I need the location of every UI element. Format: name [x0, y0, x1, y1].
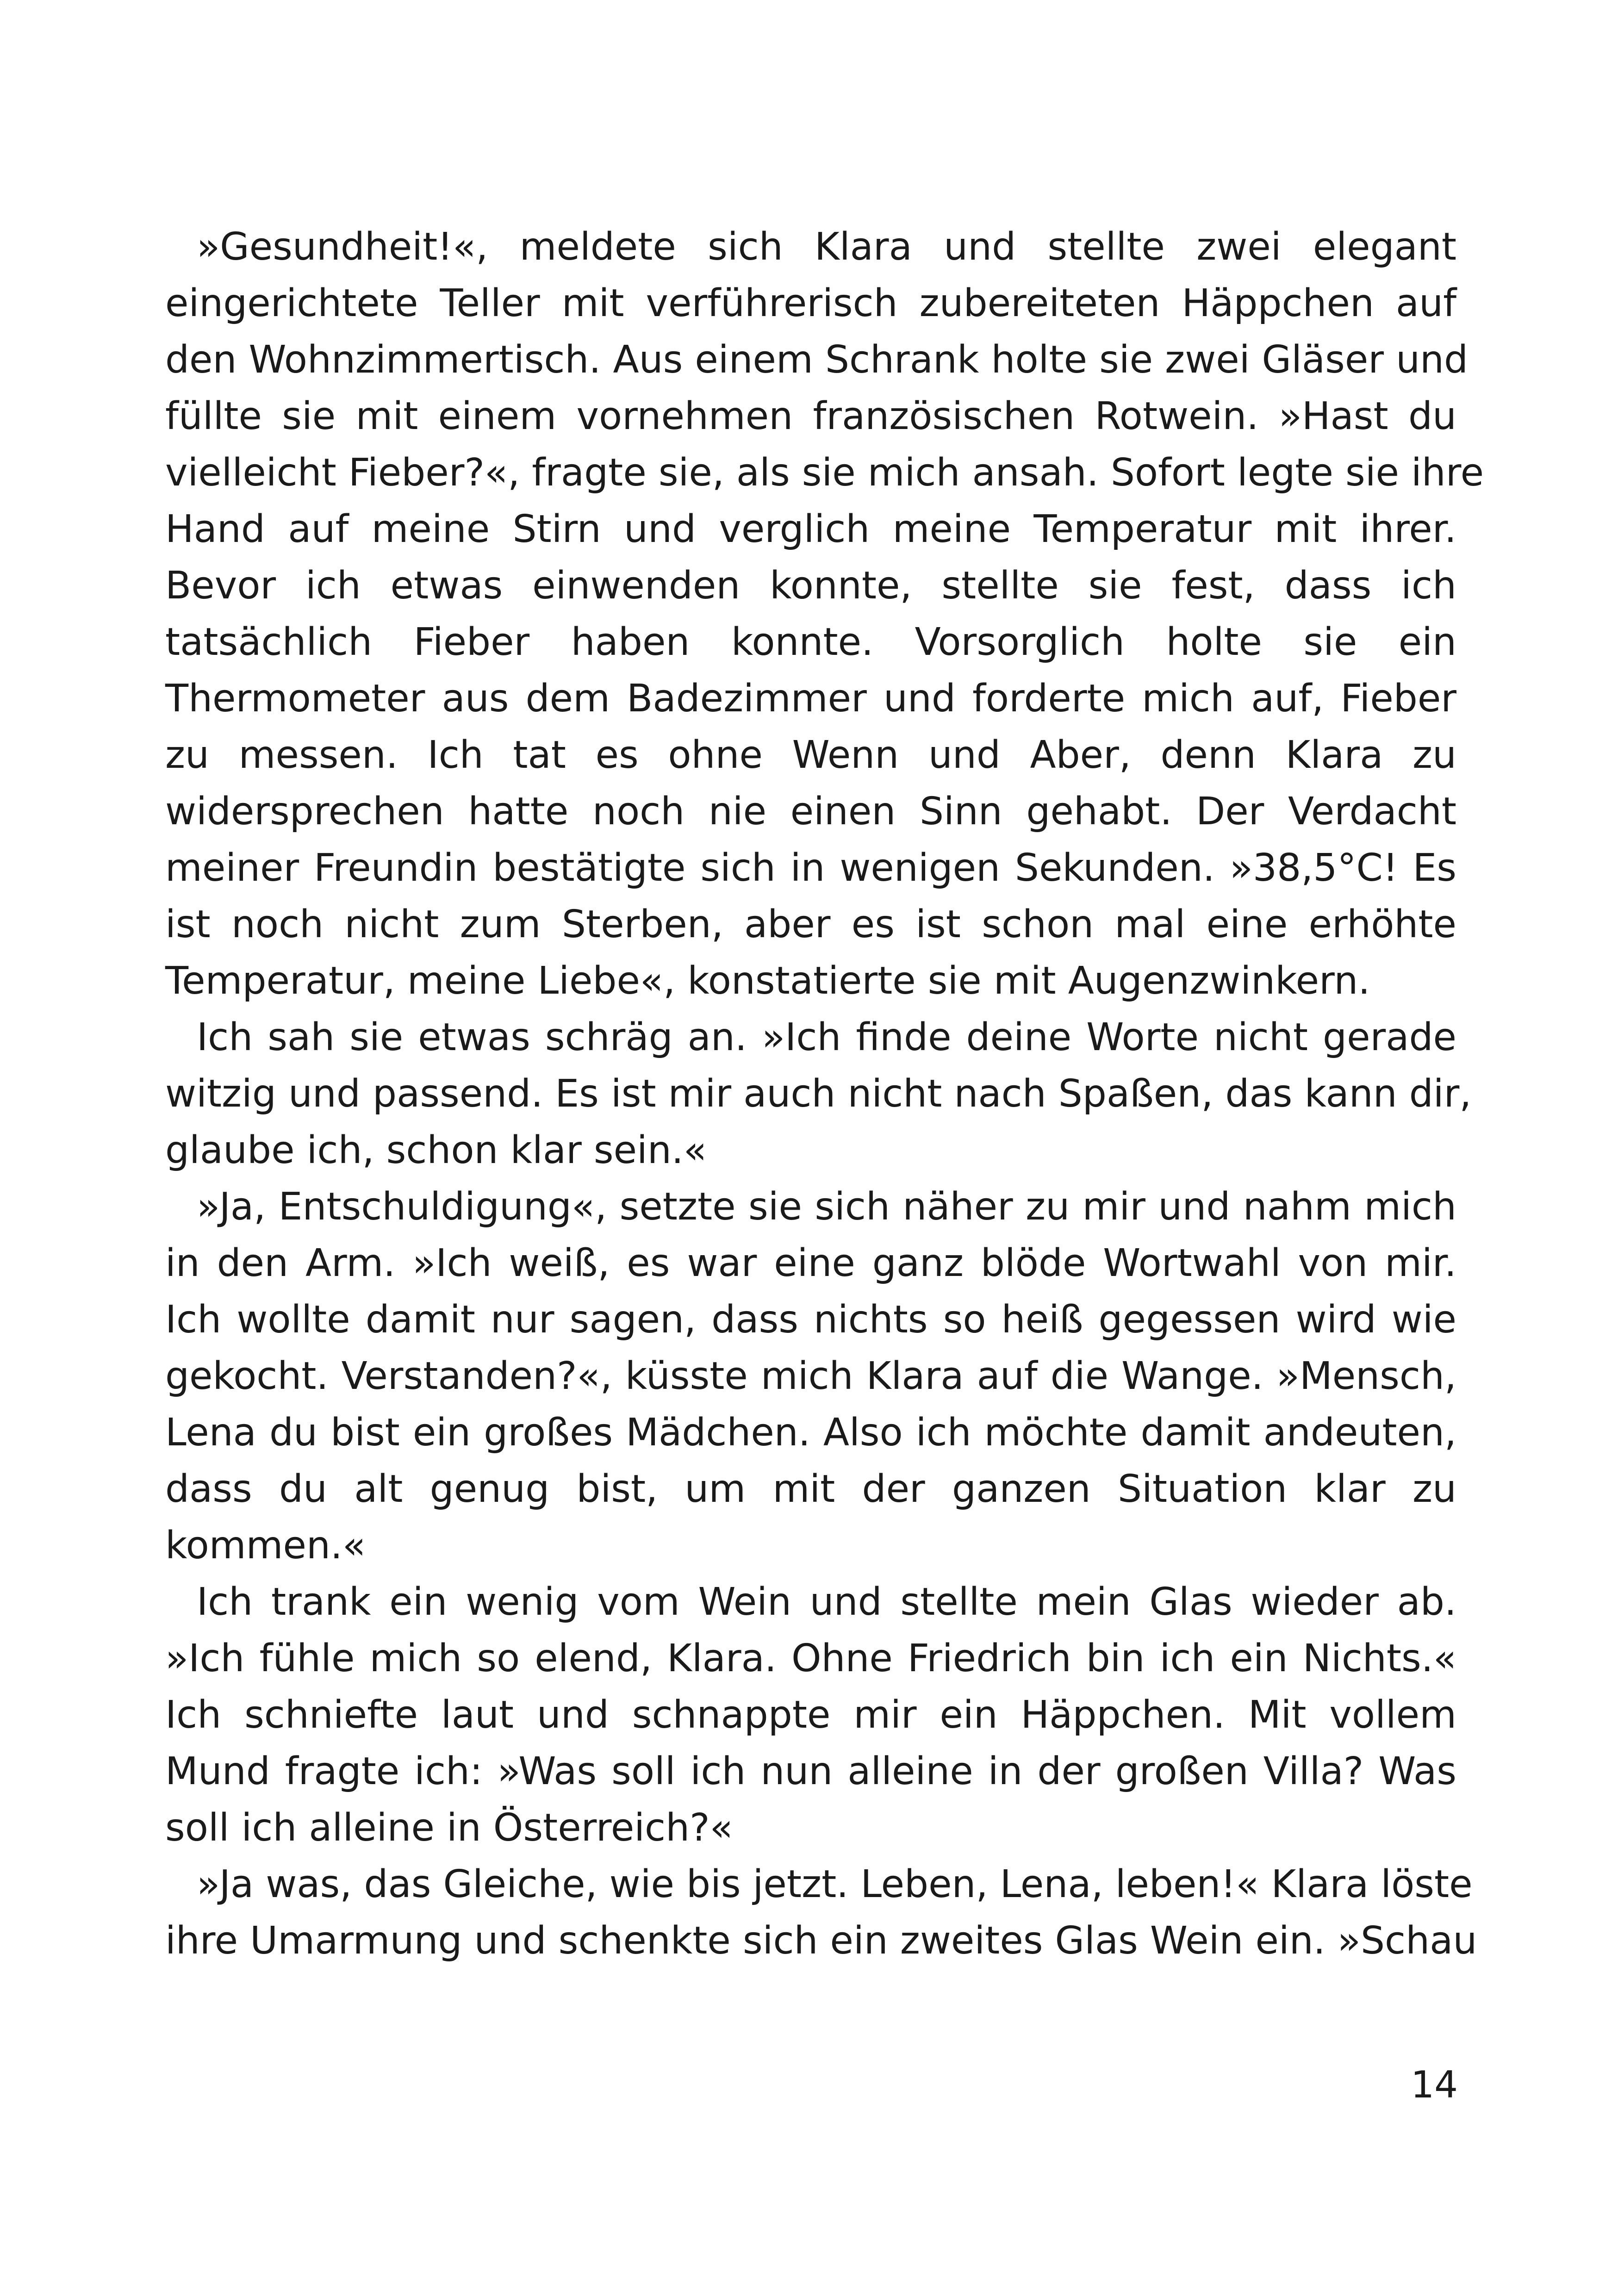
text-line: tatsächlich Fieber haben konnte. Vorsorglich holte sie ein — [165, 620, 1456, 664]
text-line: dass du alt genug bist, um mit der ganzen Situation klar zu — [165, 1467, 1456, 1511]
text-line: gekocht. Verstanden?«, küsste mich Klara auf die Wange. »Mensch, — [165, 1354, 1456, 1398]
text-line: Thermometer aus dem Badezimmer und forderte mich auf, Fieber — [165, 677, 1456, 721]
text-line: füllte sie mit einem vornehmen französischen Rotwein. »Hast du — [165, 394, 1456, 438]
text-line: Temperatur, meine Liebe«, konstatierte sie mit Augenzwinkern. — [165, 959, 1370, 1003]
text-line: glaube ich, schon klar sein.« — [165, 1128, 707, 1172]
text-line: meiner Freundin bestätigte sich in wenigen Sekunden. »38,5°C! Es — [165, 846, 1456, 890]
page-number: 14 — [1411, 2063, 1458, 2106]
text-line: Ich wollte damit nur sagen, dass nichts so heiß gegessen wird wie — [165, 1298, 1456, 1342]
text-line: »Gesundheit!«, meldete sich Klara und stellte zwei elegant — [197, 225, 1456, 269]
text-line: ihre Umarmung und schenkte sich ein zweites Glas Wein ein. »Schau — [165, 1919, 1477, 1963]
text-line: soll ich alleine in Österreich?« — [165, 1806, 733, 1850]
text-line: vielleicht Fieber?«, fragte sie, als sie mich ansah. Sofort legte sie ihre — [165, 451, 1484, 495]
text-line: »Ja, Entschuldigung«, setzte sie sich näher zu mir und nahm mich — [197, 1185, 1456, 1229]
text-line: Bevor ich etwas einwenden konnte, stellte sie fest, dass ich — [165, 564, 1456, 608]
text-line: eingerichtete Teller mit verführerisch zubereiteten Häppchen auf — [165, 281, 1456, 325]
text-line: Lena du bist ein großes Mädchen. Also ich möchte damit andeuten, — [165, 1411, 1456, 1455]
text-line: Ich trank ein wenig vom Wein und stellte mein Glas wieder ab. — [197, 1580, 1456, 1624]
text-line: »Ich fühle mich so elend, Klara. Ohne Friedrich bin ich ein Nichts.« — [165, 1636, 1456, 1680]
text-line: in den Arm. »Ich weiß, es war eine ganz blöde Wortwahl von mir. — [165, 1241, 1456, 1285]
text-line: Mund fragte ich: »Was soll ich nun alleine in der großen Villa? Was — [165, 1749, 1456, 1793]
text-line: Ich schniefte laut und schnappte mir ein Häppchen. Mit vollem — [165, 1693, 1456, 1737]
text-line: witzig und passend. Es ist mir auch nicht nach Spaßen, das kann dir, — [165, 1072, 1472, 1116]
text-line: zu messen. Ich tat es ohne Wenn und Aber, denn Klara zu — [165, 733, 1456, 777]
text-line: Ich sah sie etwas schräg an. »Ich finde deine Worte nicht gerade — [197, 1015, 1456, 1059]
text-line: ist noch nicht zum Sterben, aber es ist schon mal eine erhöhte — [165, 902, 1456, 946]
text-line: den Wohnzimmertisch. Aus einem Schrank holte sie zwei Gläser und — [165, 338, 1469, 382]
text-line: »Ja was, das Gleiche, wie bis jetzt. Leben, Lena, leben!« Klara löste — [197, 1862, 1473, 1906]
text-line: Hand auf meine Stirn und verglich meine Temperatur mit ihrer. — [165, 507, 1456, 551]
text-line: kommen.« — [165, 1524, 366, 1568]
text-line: widersprechen hatte noch nie einen Sinn gehabt. Der Verdacht — [165, 790, 1456, 834]
